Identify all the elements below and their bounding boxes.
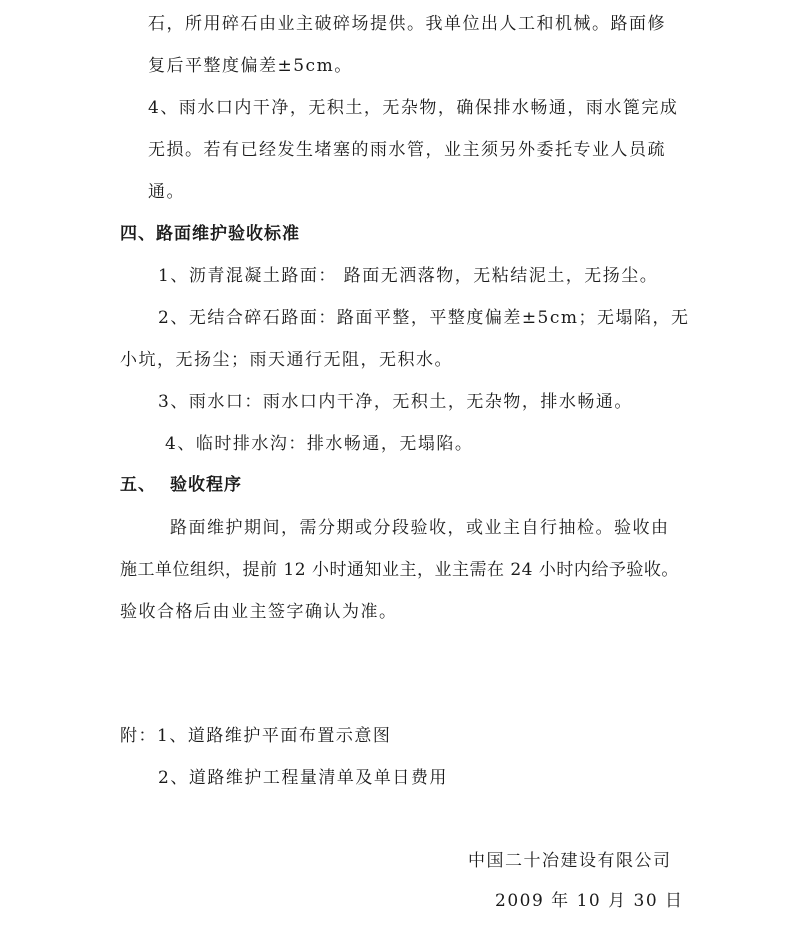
paragraph-line: 施工单位组织，提前 12 小时通知业主，业主需在 24 小时内给予验收。 <box>120 560 679 580</box>
list-item: 3、雨水口：雨水口内干净，无积土，无杂物，排水畅通。 <box>158 392 633 412</box>
attachment-item: 附：1、道路维护平面布置示意图 <box>120 726 392 746</box>
section-heading-number: 五、 <box>120 475 156 495</box>
signature-date: 2009 年 10 月 30 日 <box>495 891 684 911</box>
paragraph-line: 复后平整度偏差±5cm。 <box>148 56 353 76</box>
section-heading: 四、路面维护验收标准 <box>120 224 300 244</box>
paragraph-line: 验收合格后由业主签字确认为准。 <box>120 602 398 622</box>
signature-company: 中国二十冶建设有限公司 <box>468 851 672 871</box>
paragraph-line: 路面维护期间，需分期或分段验收，或业主自行抽检。验收由 <box>170 518 670 538</box>
paragraph-line: 石，所用碎石由业主破碎场提供。我单位出人工和机械。路面修 <box>148 14 666 34</box>
list-item: 2、无结合碎石路面：路面平整，平整度偏差±5cm；无塌陷，无 <box>158 308 690 328</box>
attachment-item: 2、道路维护工程量清单及单日费用 <box>158 768 448 788</box>
list-item-continuation: 通。 <box>148 182 185 202</box>
section-heading: 验收程序 <box>170 475 242 495</box>
list-item: 4、临时排水沟：排水畅通，无塌陷。 <box>165 434 474 454</box>
list-item-continuation: 无损。若有已经发生堵塞的雨水管，业主须另外委托专业人员疏 <box>148 140 666 160</box>
list-item-continuation: 小坑，无扬尘；雨天通行无阻，无积水。 <box>120 350 453 370</box>
list-item: 1、沥青混凝土路面： 路面无洒落物，无粘结泥土，无扬尘。 <box>158 266 659 286</box>
list-item: 4、雨水口内干净，无积土，无杂物，确保排水畅通，雨水篦完成 <box>148 98 679 118</box>
